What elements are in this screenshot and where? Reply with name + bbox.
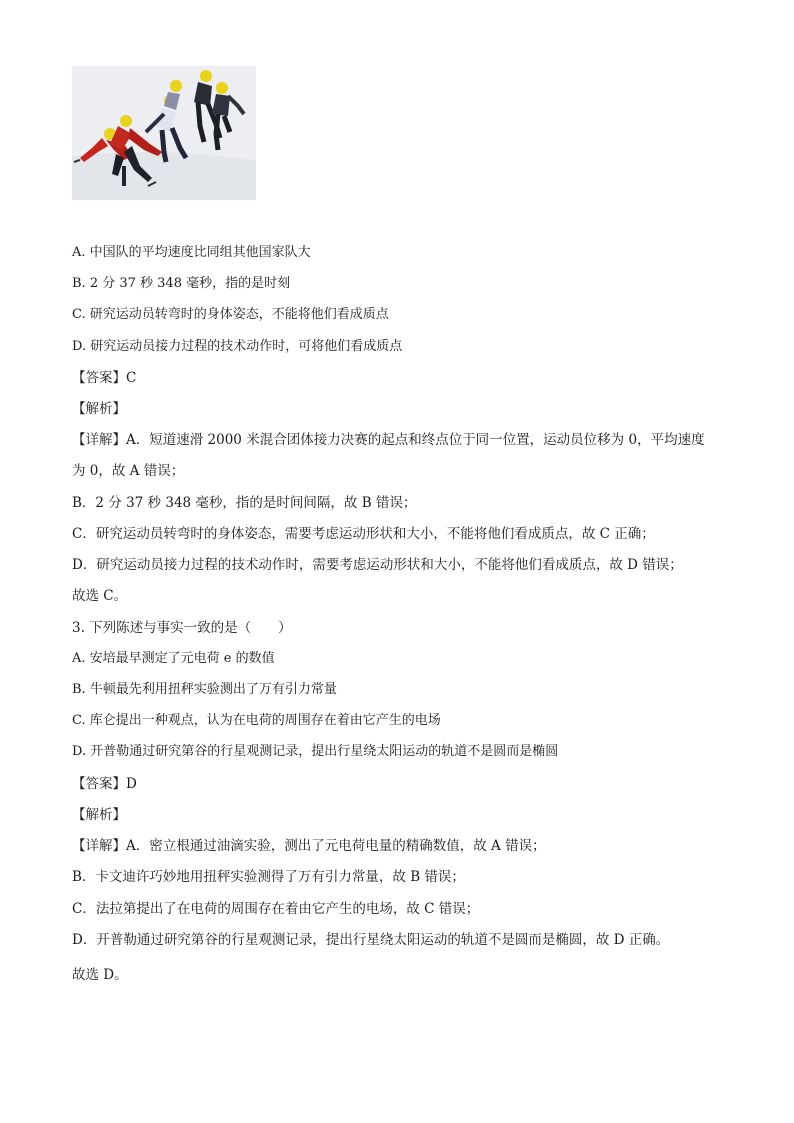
q2-option-b: B. 2 分 37 秒 348 毫秒，指的是时刻 xyxy=(72,276,291,291)
q3-detail-b: B．卡文迪许巧妙地用扭秤实验测得了万有引力常量，故 B 错误； xyxy=(72,869,465,885)
q3-analysis-label: 【解析】 xyxy=(72,807,126,823)
q2-option-d: D. 研究运动员接力过程的技术动作时，可将他们看成质点 xyxy=(72,339,403,354)
speed-skaters-image xyxy=(72,66,256,200)
q3-detail-a: 【详解】A．密立根通过油滴实验，测出了元电荷电量的精确数值，故 A 错误； xyxy=(72,838,546,854)
q2-option-c: C. 研究运动员转弯时的身体姿态，不能将他们看成质点 xyxy=(72,307,389,322)
q3-detail-d: D．开普勒通过研究第谷的行星观测记录，提出行星绕太阳运动的轨道不是圆而是椭圆，故 D 正确。 xyxy=(72,932,670,948)
q3-option-a: A. 安培最早测定了元电荷 e 的数值 xyxy=(72,651,275,666)
q2-detail-d: D．研究运动员接力过程的技术动作时，需要考虑运动形状和大小，不能将他们看成质点，故 D 错误； xyxy=(72,557,683,573)
q3-answer: 【答案】D xyxy=(72,776,137,792)
q3-option-b: B. 牛顿最先利用扭秤实验测出了万有引力常量 xyxy=(72,682,337,697)
q2-detail-a-line1: 【详解】A．短道速滑 2000 米混合团体接力决赛的起点和终点位于同一位置，运动员位移为 0，平均速度 xyxy=(72,432,705,448)
q3-option-c: C. 库仑提出一种观点，认为在电荷的周围存在着由它产生的电场 xyxy=(72,713,441,728)
q3-question: 3. 下列陈述与事实一致的是（ ） xyxy=(72,620,292,636)
speed-skating-photo xyxy=(72,66,256,200)
q2-detail-a-line2: 为 0，故 A 错误； xyxy=(72,463,185,479)
q3-conclusion: 故选 D。 xyxy=(72,967,128,983)
q3-detail-c: C．法拉第提出了在电荷的周围存在着由它产生的电场，故 C 错误； xyxy=(72,901,480,917)
q2-answer: 【答案】C xyxy=(72,370,137,386)
q2-analysis-label: 【解析】 xyxy=(72,401,126,417)
q3-option-d: D. 开普勒通过研究第谷的行星观测记录，提出行星绕太阳运动的轨道不是圆而是椭圆 xyxy=(72,744,559,759)
q2-detail-c: C．研究运动员转弯时的身体姿态，需要考虑运动形状和大小，不能将他们看成质点，故 C 正确； xyxy=(72,526,655,542)
q2-detail-b: B．2 分 37 秒 348 毫秒，指的是时间间隔，故 B 错误； xyxy=(72,495,417,511)
q2-option-a: A. 中国队的平均速度比同组其他国家队大 xyxy=(72,245,311,260)
q2-conclusion: 故选 C。 xyxy=(72,588,128,604)
